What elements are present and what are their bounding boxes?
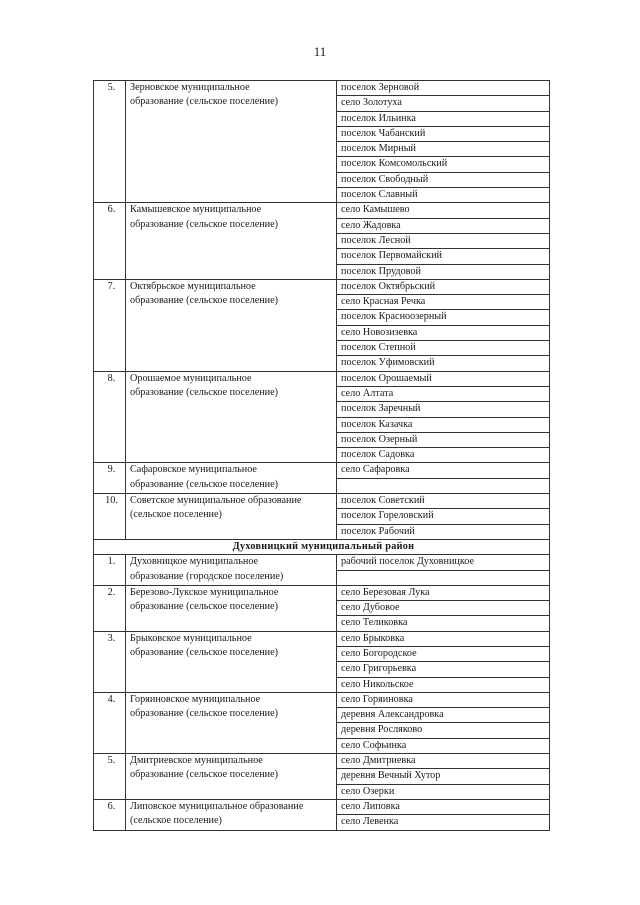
table-row <box>94 371 550 386</box>
entry-number: 10. <box>94 494 126 540</box>
municipality-name-line: Липовское муниципальное образование <box>130 800 304 812</box>
settlement-name: поселок Зерновой <box>337 81 550 96</box>
municipality-name <box>126 692 337 753</box>
entry-number: 9. <box>94 463 126 494</box>
settlement-name: село Теликовка <box>337 616 550 631</box>
entry-number: 1. <box>94 555 126 586</box>
municipality-name-line: Брыковское муниципальное <box>130 632 252 644</box>
settlement-name: рабочий поселок Духовницкое <box>337 555 550 570</box>
settlement-name: село Горяиновка <box>337 692 550 707</box>
settlement-name: поселок Заречный <box>337 402 550 417</box>
district-header-row <box>94 539 550 554</box>
settlement-name: село Красная Речка <box>337 295 550 310</box>
settlement-name: поселок Рабочий <box>337 524 550 539</box>
settlement-name <box>337 570 550 585</box>
settlements-table-body <box>94 81 550 831</box>
municipality-name <box>126 799 337 830</box>
municipality-name-line: Духовницкое муниципальное <box>130 556 259 568</box>
settlement-name: поселок Ильинка <box>337 111 550 126</box>
page-number: 11 <box>313 44 327 59</box>
table-row <box>94 279 550 294</box>
entry-number: 6. <box>94 799 126 830</box>
municipality-name <box>126 203 337 279</box>
settlement-name: поселок Мирный <box>337 142 550 157</box>
municipality-name-line: Сафаровское муниципальное <box>130 464 257 476</box>
district-title: Духовницкий муниципальный район <box>94 539 550 554</box>
settlement-name: село Золотуха <box>337 96 550 111</box>
settlement-name: село Дубовое <box>337 601 550 616</box>
municipality-name-line: Октябрьское муниципальное <box>130 280 256 292</box>
table-row <box>94 799 550 814</box>
settlement-name: село Алтата <box>337 386 550 401</box>
municipality-name-line: Советское муниципальное образование <box>130 495 302 507</box>
settlement-name: село Озерки <box>337 784 550 799</box>
settlement-name: деревня Росляково <box>337 723 550 738</box>
settlement-name: поселок Чабанский <box>337 126 550 141</box>
table-row <box>94 754 550 769</box>
table-row <box>94 81 550 96</box>
table-row <box>94 631 550 646</box>
settlement-name: поселок Орошаемый <box>337 371 550 386</box>
table-row <box>94 692 550 707</box>
settlement-name: поселок Степной <box>337 341 550 356</box>
municipality-name <box>126 81 337 203</box>
settlement-name <box>337 478 550 493</box>
settlement-name: поселок Казачка <box>337 417 550 432</box>
settlement-name: деревня Вечный Хутор <box>337 769 550 784</box>
municipality-name-line: (сельское поселение) <box>130 509 222 521</box>
settlement-name: село Григорьевка <box>337 662 550 677</box>
municipality-name-line: образование (городское поселение) <box>130 570 284 582</box>
settlement-name: поселок Советский <box>337 494 550 509</box>
table-row <box>94 203 550 218</box>
entry-number: 4. <box>94 692 126 753</box>
municipality-name-line: Горяиновское муниципальное <box>130 693 261 705</box>
municipality-name <box>126 585 337 631</box>
settlement-name: поселок Комсомольский <box>337 157 550 172</box>
settlement-name: село Никольское <box>337 677 550 692</box>
municipality-name <box>126 631 337 692</box>
municipality-name-line: Орошаемое муниципальное <box>130 372 252 384</box>
settlement-name: село Липовка <box>337 799 550 814</box>
settlement-name: поселок Первомайский <box>337 249 550 264</box>
municipality-name-line: образование (сельское поселение) <box>130 601 279 613</box>
municipality-name-line: образование (сельское поселение) <box>130 769 279 781</box>
entry-number: 3. <box>94 631 126 692</box>
settlement-name: село Софьинка <box>337 738 550 753</box>
table-row <box>94 555 550 570</box>
municipality-name-line: образование (сельское поселение) <box>130 708 279 720</box>
municipality-name-line: образование (сельское поселение) <box>130 96 279 108</box>
municipality-name <box>126 279 337 371</box>
municipality-name-line: образование (сельское поселение) <box>130 218 279 230</box>
table-row <box>94 494 550 509</box>
municipality-name-line: Зерновское муниципальное <box>130 82 250 93</box>
settlement-name: поселок Гореловский <box>337 509 550 524</box>
municipality-name-line: образование (сельское поселение) <box>130 295 279 307</box>
settlement-name: поселок Лесной <box>337 233 550 248</box>
settlement-name: село Богородское <box>337 646 550 661</box>
entry-number: 8. <box>94 371 126 463</box>
municipality-name-line: (сельское поселение) <box>130 815 222 827</box>
municipality-name-line: образование (сельское поселение) <box>130 478 279 490</box>
settlement-name: поселок Красноозерный <box>337 310 550 325</box>
settlement-name: поселок Садовка <box>337 448 550 463</box>
settlement-name: село Камышево <box>337 203 550 218</box>
settlement-name: село Дмитриевка <box>337 754 550 769</box>
municipality-name <box>126 754 337 800</box>
settlement-name: поселок Озерный <box>337 432 550 447</box>
settlement-name: поселок Свободный <box>337 172 550 187</box>
municipality-name <box>126 494 337 540</box>
settlement-name: деревня Александровка <box>337 708 550 723</box>
municipality-name-line: Камышевское муниципальное <box>130 204 262 216</box>
settlement-name: село Сафаровка <box>337 463 550 478</box>
entry-number: 2. <box>94 585 126 631</box>
settlement-name: поселок Прудовой <box>337 264 550 279</box>
municipality-name-line: Дмитриевское муниципальное <box>130 755 263 767</box>
settlements-table <box>93 80 550 831</box>
entry-number: 5. <box>94 81 126 203</box>
municipality-name-line: образование (сельское поселение) <box>130 386 279 398</box>
settlement-name: село Новозизевка <box>337 325 550 340</box>
municipality-name <box>126 463 337 494</box>
settlement-name: поселок Уфимовский <box>337 356 550 371</box>
settlement-name: село Левенка <box>337 815 550 830</box>
municipality-name-line: Березово-Лукское муниципальное <box>130 586 279 598</box>
table-row <box>94 463 550 478</box>
municipality-name <box>126 555 337 586</box>
municipality-name <box>126 371 337 463</box>
municipality-name-line: образование (сельское поселение) <box>130 646 279 658</box>
table-row <box>94 585 550 600</box>
settlement-name: село Жадовка <box>337 218 550 233</box>
settlement-name: поселок Октябрьский <box>337 279 550 294</box>
settlement-name: село Березовая Лука <box>337 585 550 600</box>
settlement-name: село Брыковка <box>337 631 550 646</box>
entry-number: 6. <box>94 203 126 279</box>
settlement-name: поселок Славный <box>337 188 550 203</box>
entry-number: 5. <box>94 754 126 800</box>
entry-number: 7. <box>94 279 126 371</box>
